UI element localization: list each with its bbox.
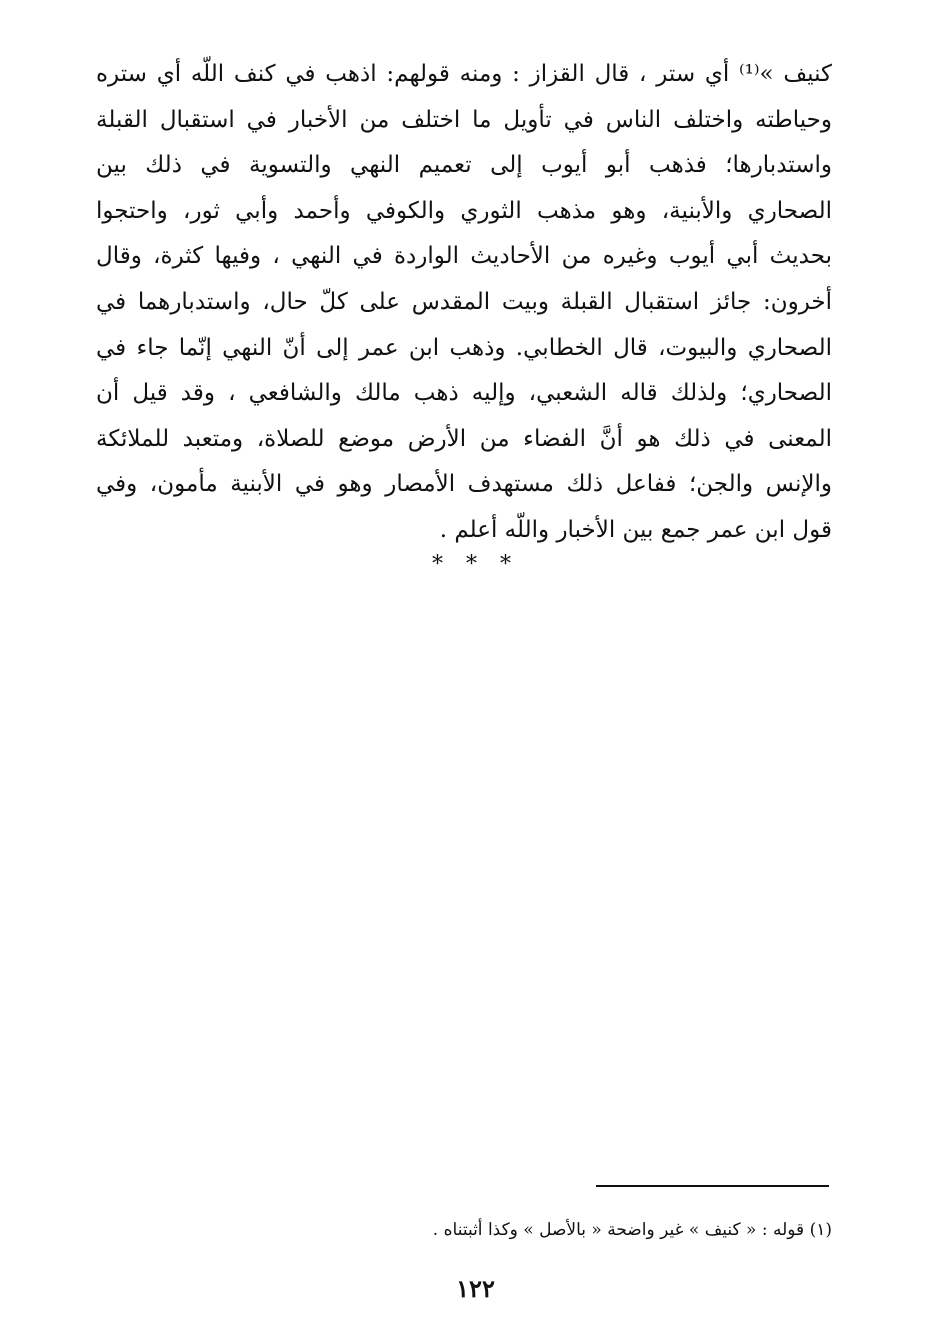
- body-line: الصحاري؛ ولذلك قاله الشعبي، وإليه ذهب مالك والشافعي ، وقد قيل أن: [96, 380, 832, 407]
- body-line: الصحاري والبيوت، قال الخطابي. وذهب ابن عمر إلى أنّ النهي إنّما جاء في: [96, 334, 832, 361]
- page-number: ١٢٢: [456, 1274, 495, 1303]
- body-line: قول ابن عمر جمع بين الأخبار واللّه أعلم .: [439, 516, 832, 543]
- body-line: المعنى في ذلك هو أنَّ الفضاء من الأرض موضع للصلاة، ومتعبد للملائكة: [96, 425, 832, 452]
- body-line: واستدبارها؛ فذهب أبو أيوب إلى تعميم النهي والتسوية في ذلك بين: [96, 152, 832, 179]
- footnote-divider: [596, 1185, 829, 1187]
- body-line: الصحاري والأبنية، وهو مذهب الثوري والكوفي وأحمد وأبي ثور، واحتجوا: [96, 197, 832, 224]
- body-line: والإنس والجن؛ ففاعل ذلك مستهدف الأمصار وهو في الأبنية مأمون، وفي: [96, 471, 832, 498]
- section-separator: * * *: [432, 552, 519, 577]
- body-line: وحياطته واختلف الناس في تأويل ما اختلف من الأخبار في استقبال القبلة: [96, 106, 832, 133]
- body-line: كنيف »⁽¹⁾ أي ستر ، قال القزاز : ومنه قولهم: اذهب في كنف اللّه أي ستره: [96, 61, 832, 87]
- body-line: بحديث أبي أيوب وغيره من الأحاديث الواردة في النهي ، وفيها كثرة، وقال: [96, 243, 832, 270]
- footnote: (١) قوله : « كنيف » غير واضحة « بالأصل » وكذا أثبتناه .: [432, 1220, 832, 1240]
- body-text: [96, 52, 832, 554]
- body-line: أخرون: جائز استقبال القبلة وبيت المقدس على كلّ حال، واستدبارهما في: [96, 288, 832, 315]
